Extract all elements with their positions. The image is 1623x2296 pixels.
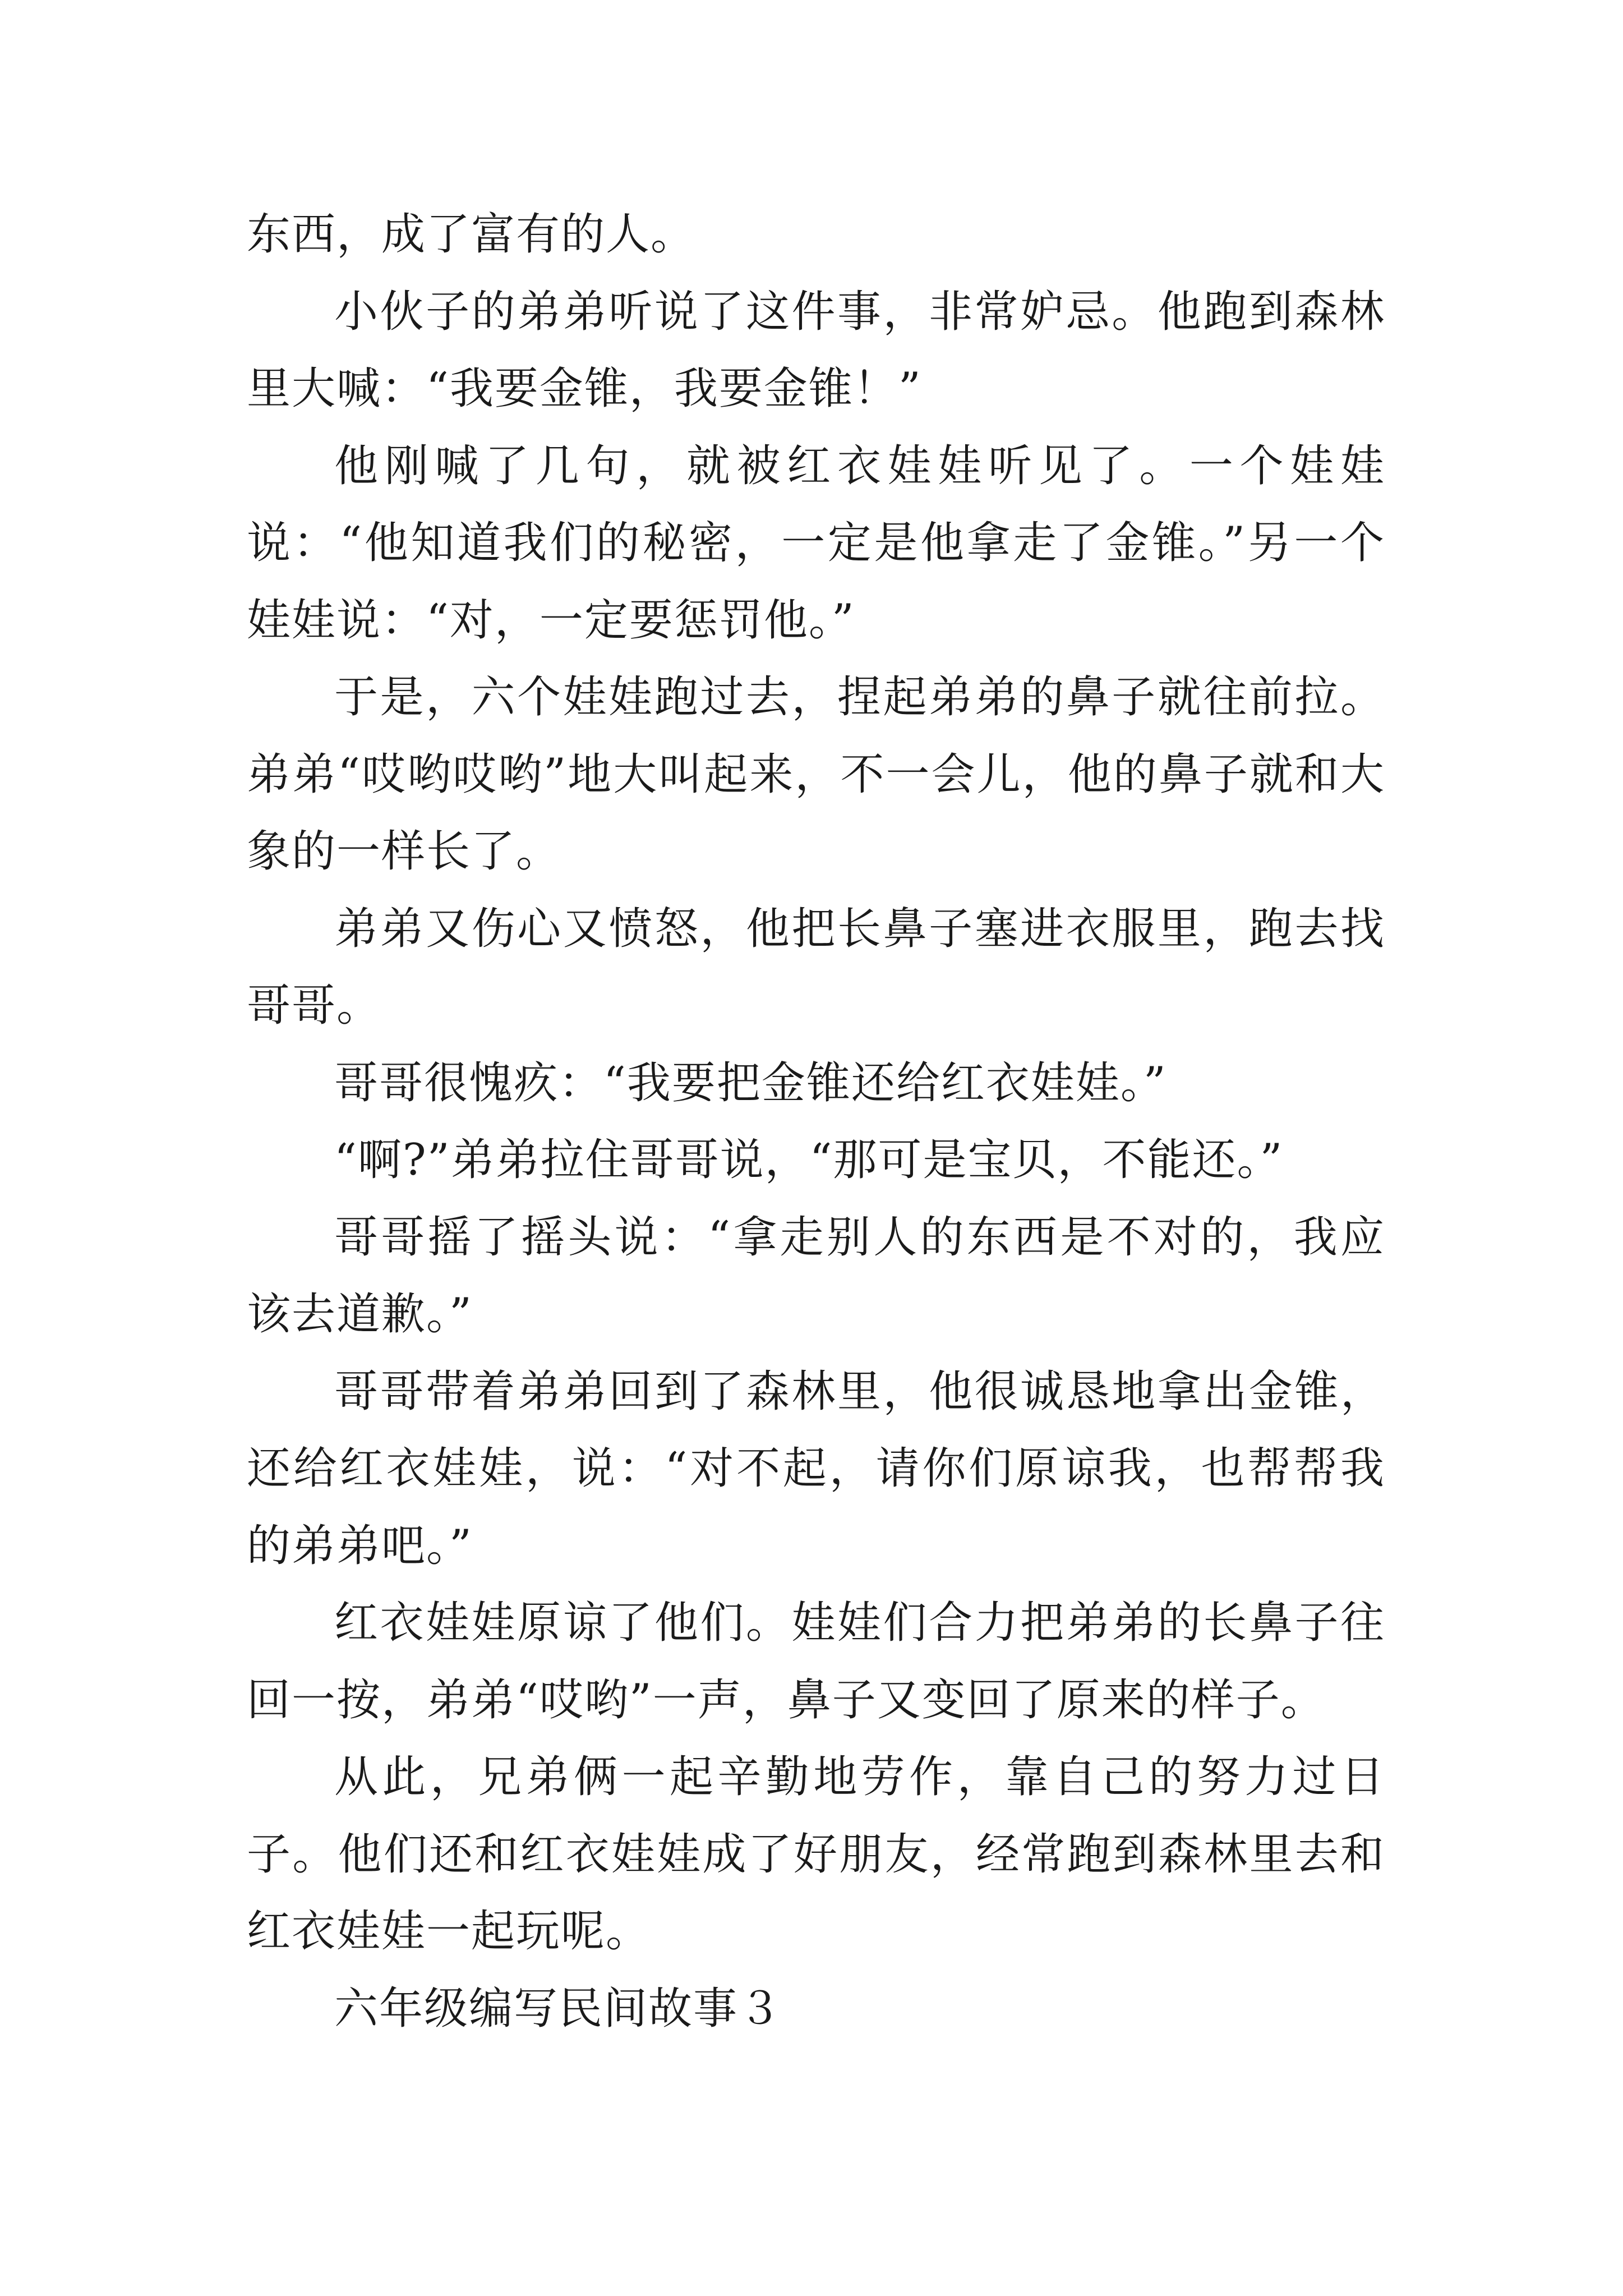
paragraph: 弟弟又伤心又愤怒，他把长鼻子塞进衣服里，跑去找哥哥。 <box>247 903 1385 1031</box>
paragraph: 于是，六个娃娃跑过去，捏起弟弟的鼻子就往前拉。弟弟“哎哟哎哟”地大叫起来，不一会儿，他的鼻子就和大象的一样长了。 <box>247 672 1385 877</box>
paragraph: “啊?”弟弟拉住哥哥说，“那可是宝贝，不能还。” <box>334 1135 1284 1185</box>
paragraph: 哥哥带着弟弟回到了森林里，他很诚恳地拿出金锥，还给红衣娃娃，说：“对不起，请你们原谅我，也帮帮我的弟弟吧。” <box>247 1366 1385 1571</box>
paragraph: 哥哥摇了摇头说：“拿走别人的东西是不对的，我应该去道歉。” <box>247 1212 1385 1340</box>
paragraph: 东西，成了富有的人。 <box>247 209 696 260</box>
paragraph: 他刚喊了几句，就被红衣娃娃听见了。一个娃娃说：“他知道我们的秘密，一定是他拿走了金锥。”另一个娃娃说：“对，一定要惩罚他。” <box>247 440 1385 646</box>
paragraph: 小伙子的弟弟听说了这件事，非常妒忌。他跑到森林里大喊：“我要金锥，我要金锥！” <box>247 286 1385 414</box>
paragraph: 从此，兄弟俩一起辛勤地劳作，靠自己的努力过日子。他们还和红衣娃娃成了好朋友，经常跑到森林里去和红衣娃娃一起玩呢。 <box>247 1752 1385 1957</box>
paragraph: 哥哥很愧疚：“我要把金锥还给红衣娃娃。” <box>334 1057 1167 1108</box>
body-text <box>247 196 1385 2047</box>
section-heading: 六年级编写民间故事３ <box>334 1983 783 2034</box>
paragraph: 红衣娃娃原谅了他们。娃娃们合力把弟弟的长鼻子往回一按，弟弟“哎哟”一声，鼻子又变回了原来的样子。 <box>247 1598 1385 1726</box>
